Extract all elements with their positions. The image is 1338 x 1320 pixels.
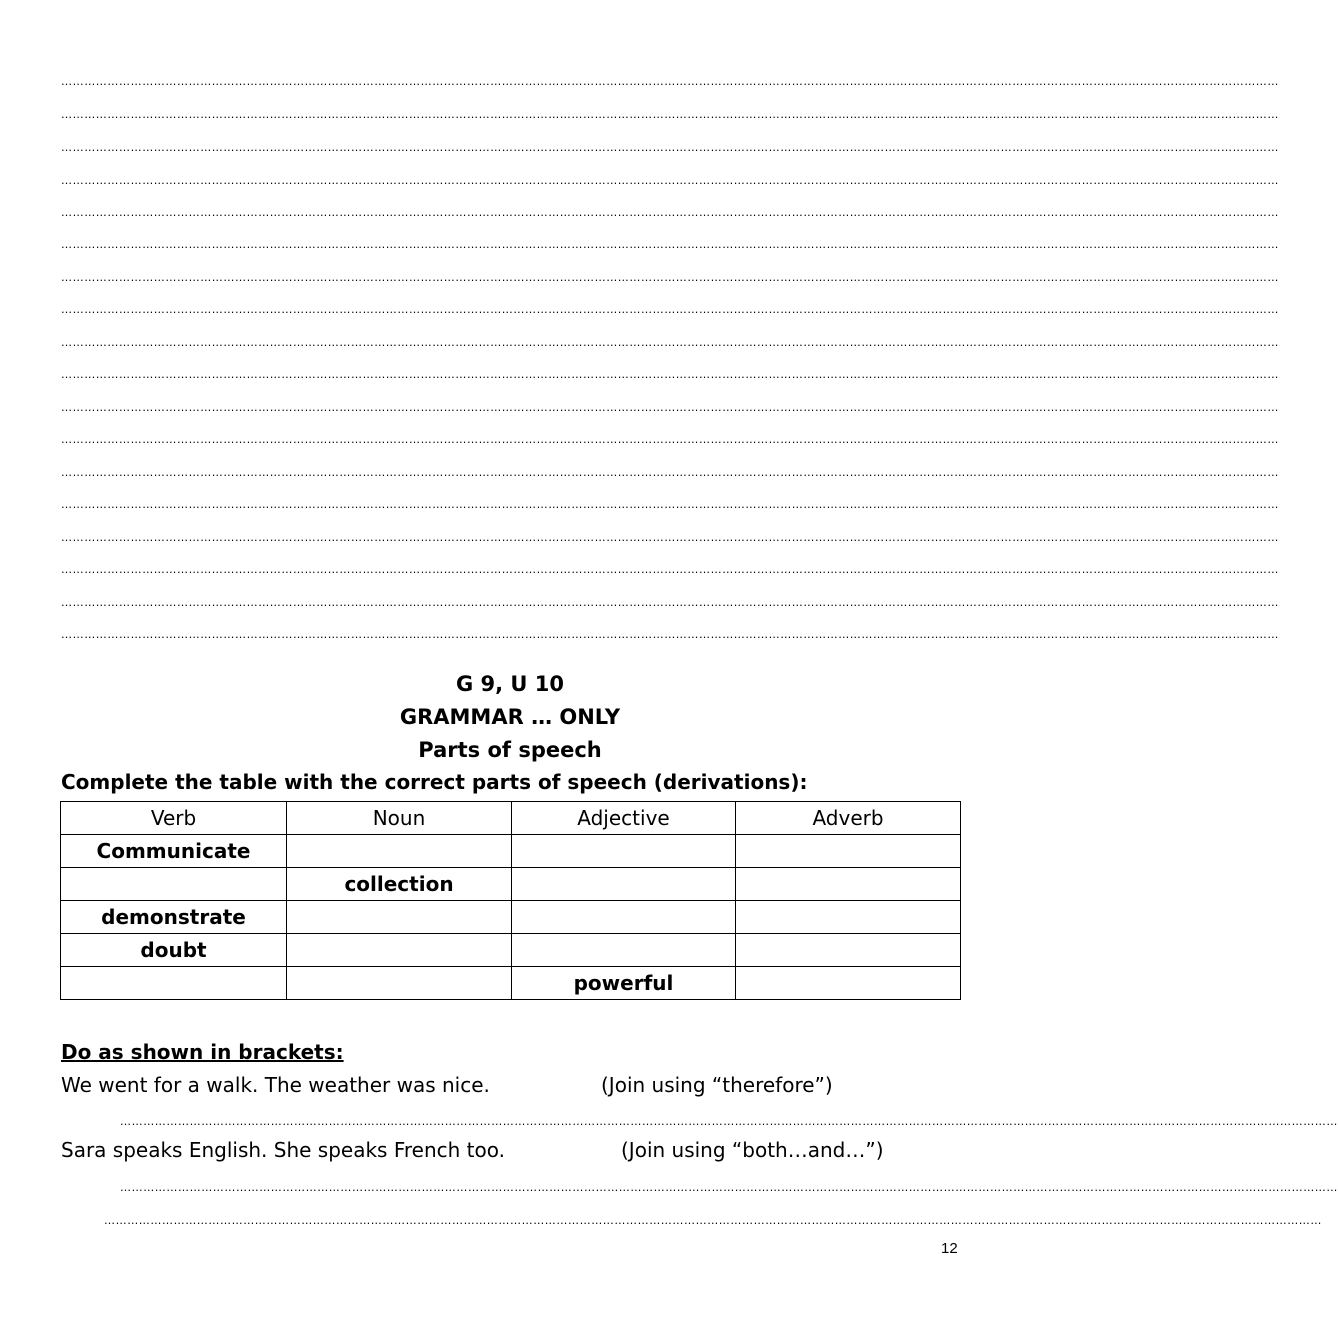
writing-line[interactable]: ………………………………………………………………………………………………………………………………………………………………………………………………………………………………………………………………………………………	[61, 433, 1279, 446]
writing-line[interactable]: ………………………………………………………………………………………………………………………………………………………………………………………………………………………………………………………………………………………	[61, 238, 1279, 251]
cell-adverb[interactable]	[736, 934, 961, 967]
cell-adverb[interactable]	[736, 835, 961, 868]
answer-line[interactable]: ………………………………………………………………………………………………………………………………………………………………………………………………………………………………………………………………………………………	[120, 1115, 1338, 1128]
header-adverb: Adverb	[736, 802, 961, 835]
table-row	[61, 934, 961, 967]
cell-noun[interactable]	[287, 967, 512, 1000]
cell-verb[interactable]: Communicate	[61, 835, 287, 868]
table-row	[61, 835, 961, 868]
cell-verb[interactable]: doubt	[61, 934, 287, 967]
writing-line[interactable]: ………………………………………………………………………………………………………………………………………………………………………………………………………………………………………………………………………………………	[61, 336, 1279, 349]
exercise-hint: (Join using “therefore”)	[601, 1073, 833, 1097]
cell-adjective[interactable]	[512, 868, 736, 901]
writing-line[interactable]: ………………………………………………………………………………………………………………………………………………………………………………………………………………………………………………………………………………………	[61, 141, 1279, 154]
cell-noun[interactable]: collection	[287, 868, 512, 901]
grade-unit-heading: G 9, U 10	[455, 672, 565, 696]
header-verb: Verb	[61, 802, 287, 835]
answer-line[interactable]: ………………………………………………………………………………………………………………………………………………………………………………………………………………………………………………………………………………………	[120, 1181, 1338, 1194]
brackets-task-title: Do as shown in brackets:	[61, 1040, 344, 1064]
writing-line[interactable]: ………………………………………………………………………………………………………………………………………………………………………………………………………………………………………………………………………………………	[61, 596, 1279, 609]
writing-line[interactable]: ………………………………………………………………………………………………………………………………………………………………………………………………………………………………………………………………………………………	[61, 368, 1279, 381]
writing-line[interactable]: ………………………………………………………………………………………………………………………………………………………………………………………………………………………………………………………………………………………	[61, 401, 1279, 414]
cell-adverb[interactable]	[736, 868, 961, 901]
cell-verb[interactable]: demonstrate	[61, 901, 287, 934]
exercise-sentence: We went for a walk. The weather was nice.	[61, 1073, 490, 1097]
section-heading: GRAMMAR … ONLY	[399, 705, 621, 729]
header-adjective: Adjective	[512, 802, 736, 835]
writing-line[interactable]: ………………………………………………………………………………………………………………………………………………………………………………………………………………………………………………………………………………………	[61, 206, 1279, 219]
writing-line[interactable]: ………………………………………………………………………………………………………………………………………………………………………………………………………………………………………………………………………………………	[61, 108, 1279, 121]
cell-noun[interactable]	[287, 901, 512, 934]
writing-line[interactable]: ………………………………………………………………………………………………………………………………………………………………………………………………………………………………………………………………………………………	[61, 174, 1279, 187]
exercise-hint: (Join using “both…and…”)	[621, 1138, 884, 1162]
writing-line[interactable]: ………………………………………………………………………………………………………………………………………………………………………………………………………………………………………………………………………………………	[61, 628, 1279, 641]
cell-noun[interactable]	[287, 835, 512, 868]
cell-noun[interactable]	[287, 934, 512, 967]
table-row	[61, 901, 961, 934]
writing-line[interactable]: ………………………………………………………………………………………………………………………………………………………………………………………………………………………………………………………………………………………	[61, 563, 1279, 576]
topic-heading: Parts of speech	[418, 738, 602, 762]
cell-adjective[interactable]: powerful	[512, 967, 736, 1000]
cell-adverb[interactable]	[736, 901, 961, 934]
page-number: 12	[941, 1240, 958, 1257]
cell-adjective[interactable]	[512, 934, 736, 967]
writing-line[interactable]: ………………………………………………………………………………………………………………………………………………………………………………………………………………………………………………………………………………………	[61, 498, 1279, 511]
writing-line[interactable]: ………………………………………………………………………………………………………………………………………………………………………………………………………………………………………………………………………………………	[61, 75, 1279, 88]
writing-line[interactable]: ………………………………………………………………………………………………………………………………………………………………………………………………………………………………………………………………………………………	[61, 531, 1279, 544]
writing-line[interactable]: ………………………………………………………………………………………………………………………………………………………………………………………………………………………………………………………………………………………	[61, 271, 1279, 284]
header-noun: Noun	[287, 802, 512, 835]
answer-line[interactable]: ………………………………………………………………………………………………………………………………………………………………………………………………………………………………………………………………………………………	[104, 1214, 1322, 1227]
cell-adjective[interactable]	[512, 835, 736, 868]
cell-adverb[interactable]	[736, 967, 961, 1000]
parts-of-speech-table	[60, 801, 961, 1000]
cell-verb[interactable]	[61, 868, 287, 901]
exercise-sentence: Sara speaks English. She speaks French too.	[61, 1138, 505, 1162]
table-instruction: Complete the table with the correct parts of speech (derivations):	[61, 770, 808, 794]
cell-adjective[interactable]	[512, 901, 736, 934]
cell-verb[interactable]	[61, 967, 287, 1000]
table-header-row	[61, 802, 961, 835]
table-row	[61, 868, 961, 901]
table-row	[61, 967, 961, 1000]
writing-line[interactable]: ………………………………………………………………………………………………………………………………………………………………………………………………………………………………………………………………………………………	[61, 303, 1279, 316]
writing-line[interactable]: ………………………………………………………………………………………………………………………………………………………………………………………………………………………………………………………………………………………	[61, 466, 1279, 479]
